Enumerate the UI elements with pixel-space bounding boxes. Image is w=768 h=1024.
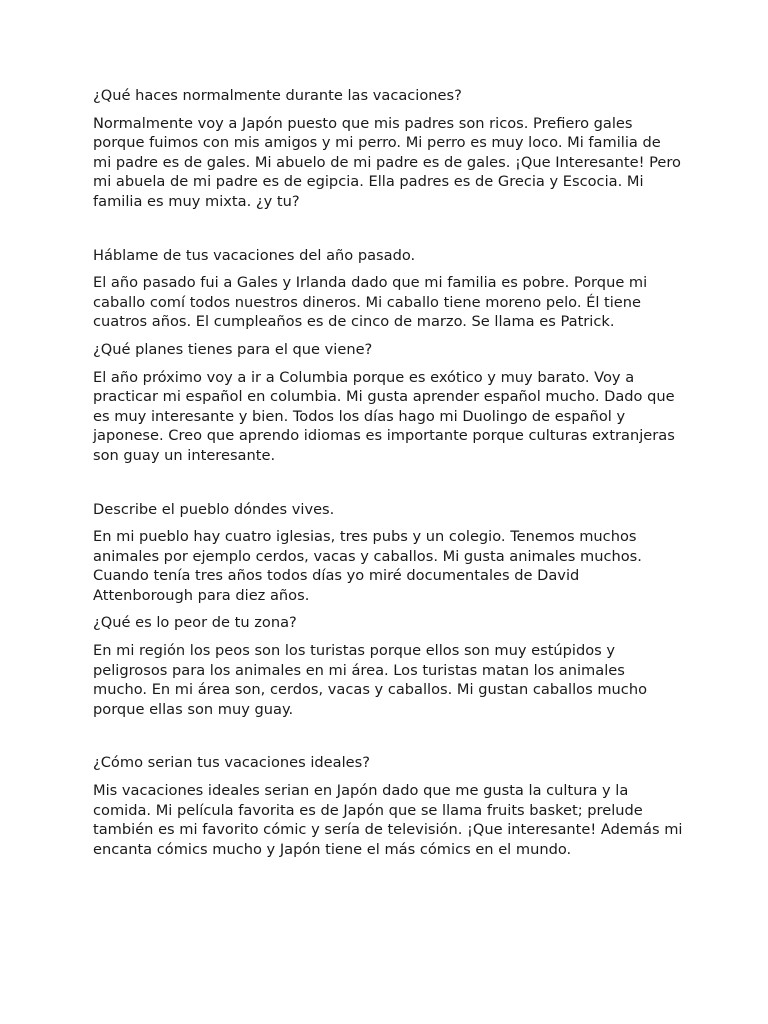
document-page	[93, 86, 683, 867]
question-1: ¿Qué haces normalmente durante las vacaciones?	[93, 87, 462, 104]
answer-2: El año pasado fui a Gales y Irlanda dado que mi familia es pobre. Porque mi caballo comí todos nuestros dineros. Mi caballo tiene moreno pelo. Él tiene cuatros años. El cumpleaños es de cinco de marzo. Se llama es Patrick.	[93, 274, 648, 331]
question-6: ¿Cómo serian tus vacaciones ideales?	[93, 754, 370, 772]
answer-4: En mi pueblo hay cuatro iglesias, tres pubs y un colegio. Tenemos muchos animales por ejemplo cerdos, vacas y caballos. Mi gusta animales muchos. Cuando tenía tres años todos días yo miré documentales de David Attenborough para diez años.	[93, 528, 642, 604]
question-2: Háblame de tus vacaciones del año pasado.	[93, 246, 416, 264]
answer-5: En mi región los peos son los turistas porque ellos son muy estúpidos y peligrosos para los animales en mi área. Los turistas matan los animales mucho. En mi área son, cerdos, vacas y caballos. Mi gustan caballos mucho porque ellas son muy guay.	[93, 642, 647, 718]
answer-1: Normalmente voy a Japón puesto que mis padres son ricos. Prefiero gales porque fuimos con mis amigos y mi perro. Mi perro es muy loco. Mi familia de mi padre es de gales. Mi abuelo de mi padre es de gales. ¡Que Interesante! Pero mi abuela de mi padre es de egipcia. Ella padres es de Grecia y Escocia. Mi familia es muy mixta. ¿y tu?	[93, 114, 681, 210]
spacer	[93, 474, 683, 500]
spacer	[93, 220, 683, 246]
answer-3: El año próximo voy a ir a Columbia porque es exótico y muy barato. Voy a practicar mi español en columbia. Mi gusta aprender español mucho. Dado que es muy interesante y bien. Todos los días hago mi Duolingo de español y japonese. Creo que aprendo idiomas es importante porque culturas extranjeras son guay un interesante.	[93, 368, 675, 464]
answer-6: Mis vacaciones ideales serian en Japón dado que me gusta la cultura y la comida. Mi película favorita es de Japón que se llama fruits basket; prelude también es mi favorito cómic y sería de televisión. ¡Que interesante! Además mi encanta cómics mucho y Japón tiene el más cómics en el mundo.	[93, 782, 683, 858]
question-5: ¿Qué es lo peor de tu zona?	[93, 614, 297, 632]
question-3: ¿Qué planes tienes para el que viene?	[93, 340, 373, 358]
question-4: Describe el pueblo dóndes vives.	[93, 500, 335, 518]
spacer	[93, 727, 683, 753]
